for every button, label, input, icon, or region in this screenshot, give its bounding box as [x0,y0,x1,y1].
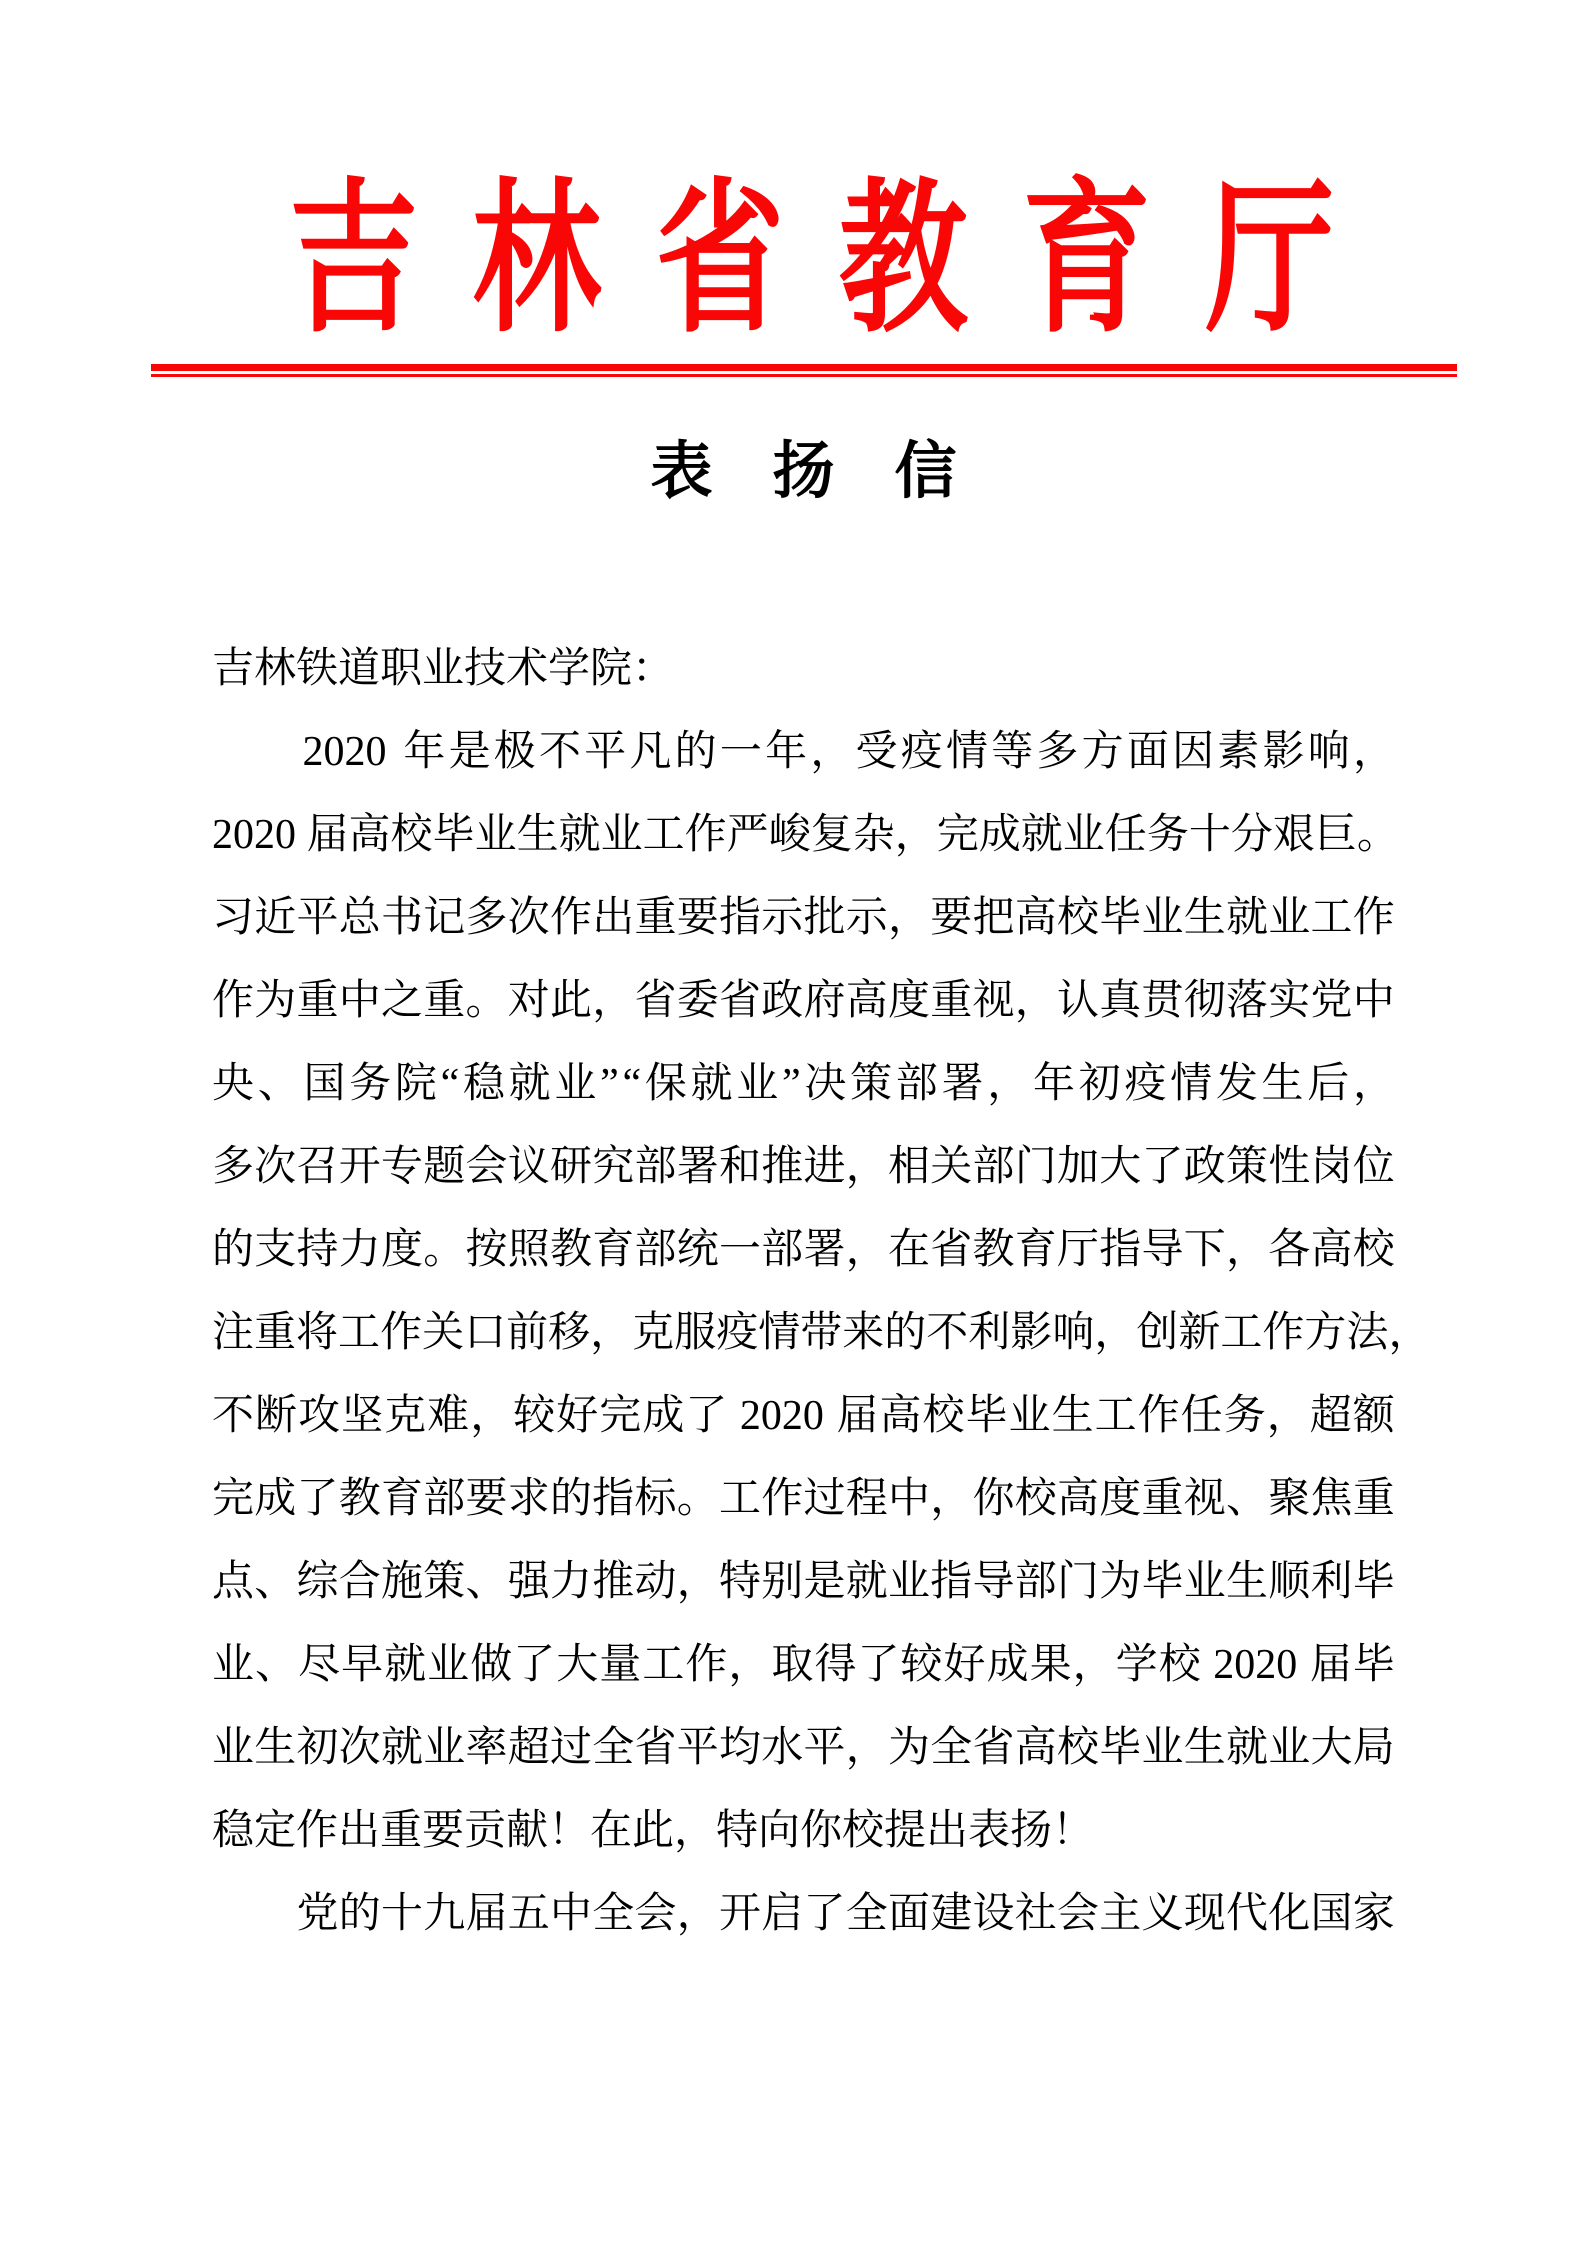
body-line: 2020 年 是 极 不 平 凡 的 一 年 ， 受 疫 情 等 多 方 面 因 素 影 响 ， [302,729,1395,775]
document-title-row [650,437,1017,506]
body-line: 多 次 召 开 专 题 会 议 研 究 部 署 和 推 进 ， 相 关 部 门 加 大 了 政 策 性 岗 位 [212,1144,1395,1190]
body-line: 作 为 重 中 之 重 。 对 此 ， 省 委 省 政 府 高 度 重 视 ， 认 真 贯 彻 落 实 党 中 [212,978,1395,1024]
body-lines [212,711,1431,1956]
body-line: 点 、 综 合 施 策 、 强 力 推 动 ， 特 别 是 就 业 指 导 部 门 为 毕 业 生 顺 利 毕 [212,1559,1395,1605]
body-line: 的 支 持 力 度 。 按 照 教 育 部 统 一 部 署 ， 在 省 教 育 厅 指 导 下 ， 各 高 校 [212,1227,1395,1273]
divider-thick-line [151,364,1457,371]
body-line: 党 的 十 九 届 五 中 全 会 ， 开 启 了 全 面 建 设 社 会 主 义 现 代 化 国 家 [296,1891,1395,1937]
body-line: 央 、 国 务 院 “ 稳 就 业 ” “ 保 就 业 ” 决 策 部 署 ， 年 初 疫 情 发 生 后 ， [212,1061,1395,1107]
body-line: 业 、 尽 早 就 业 做 了 大 量 工 作 ， 取 得 了 较 好 成 果 ， 学 校 2020 届 毕 [212,1642,1395,1688]
body-line: 习 近 平 总 书 记 多 次 作 出 重 要 指 示 批 示 ， 要 把 高 校 毕 业 生 就 业 工 作 [212,895,1395,941]
divider-thin-line [151,374,1457,377]
body-line: 稳定作出重要贡献！在此，特向你校提出表扬！ [212,1808,1095,1854]
letterhead-org-name: 吉林省教育厅 [288,169,1389,352]
document-title: 表扬信 [650,437,1017,506]
body-line: 不 断 攻 坚 克 难 ， 较 好 完 成 了 2020 届 高 校 毕 业 生 工 作 任 务 ， 超 额 [212,1393,1395,1439]
body-line: 注 重 将 工 作 关 口 前 移 ， 克 服 疫 情 带 来 的 不 利 影 响 ， 创 新 工 作 方 法 ， [212,1310,1431,1356]
letterhead [134,169,1474,352]
body-line: 业 生 初 次 就 业 率 超 过 全 省 平 均 水 平 ， 为 全 省 高 校 毕 业 生 就 业 大 局 [212,1725,1395,1771]
letterhead-divider [151,364,1457,377]
body-line: 完 成 了 教 育 部 要 求 的 指 标 。 工 作 过 程 中 ， 你 校 高 度 重 视 、 聚 焦 重 [212,1476,1395,1522]
body-line: 2020 届 高 校 毕 业 生 就 业 工 作 严 峻 复 杂 ， 完 成 就 业 任 务 十 分 艰 巨 。 [212,812,1399,858]
salutation: 吉林铁道职业技术学院： [212,646,675,692]
letter-body [212,628,1431,1956]
